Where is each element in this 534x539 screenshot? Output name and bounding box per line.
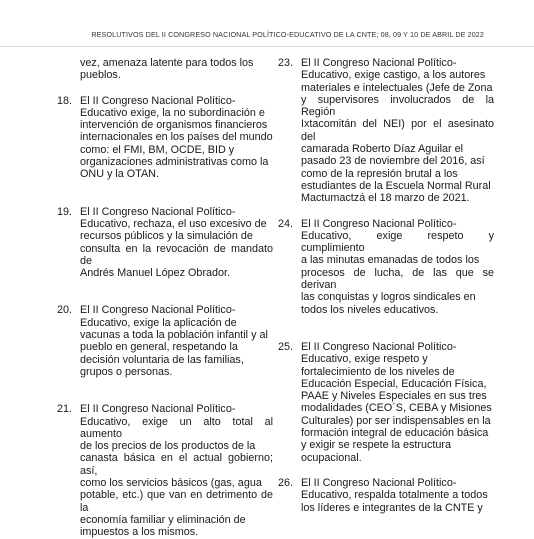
resolution-item-18 (57, 95, 273, 181)
right-column (278, 57, 494, 514)
resolution-item-19 (57, 206, 273, 280)
resolution-text: El II Congreso Nacional Político- Educativo, rechaza, el uso excesivo de recursos públicos y la simulación de consulta en la revocación de mandato de Andrés Manuel López Obrador. (80, 205, 273, 280)
resolution-text: El II Congreso Nacional Político- Educativo, exige respeto y fortalecimiento de los niveles de Educación Especial, Educación Física, PAAE y Niveles Especiales en sus tres modalidades (CEO´S, CEBA y Misiones Culturales) por ser indispensables en la formación integral de educación básica y exigir se respete la estructura ocupacional. (301, 340, 492, 464)
resolution-number: 25. (278, 340, 294, 353)
left-column (57, 57, 273, 539)
resolution-text: El II Congreso Nacional Político- Educativo, exige respeto y cumplimiento a las minutas emanadas de todos los procesos de lucha, de las que se derivan las conquistas y logros sindicales en todos los niveles educativos. (301, 217, 494, 316)
resolution-item-24 (278, 218, 494, 316)
resolution-item-25 (278, 341, 494, 464)
resolution-text: El II Congreso Nacional Político- Educativo, exige castigo, a los autores materiales e intelectuales (Jefe de Zona y supervisores involucrados de la Región Ixtacomitán del NEI) por el asesinato del camarada Roberto Díaz Aguilar el pasado 23 de noviembre del 2016, así como de la represión brutal a los estudiantes de la Escuela Normal Rural Mactumactzá el 18 marzo de 2021. (301, 57, 494, 205)
resolution-text: El II Congreso Nacional Político- Educativo, exige la aplicación de vacunas a toda la población infantil y al pueblo en general, respetando la decisión voluntaria de las familias, grupos o personas. (80, 304, 268, 378)
resolution-text: El II Congreso Nacional Político- Educativo, respalda totalmente a todos los líderes e integrantes de la CNTE y (301, 476, 488, 514)
resolution-number: 24. (278, 217, 294, 230)
resolution-text: El II Congreso Nacional Político- Educativo exige, la no subordinación e intervención de organismos financieros internacionales en los países del mundo como: el FMI, BM, OCDE, BID y organizaciones administrativas como la ONU y la OTAN. (80, 94, 273, 181)
continued-text: vez, amenaza latente para todos los pueblos. (80, 57, 254, 82)
resolution-number: 19. (57, 205, 73, 218)
resolution-number: 18. (57, 94, 73, 107)
running-header: RESOLUTIVOS DEL II CONGRESO NACIONAL POLÍTICO-EDUCATIVO DE LA CNTE; 08, 09 Y 10 DE ABRIL DE 2022 (91, 30, 484, 39)
header-divider (0, 46, 534, 47)
resolution-text: El II Congreso Nacional Político- Educativo, exige un alto total al aumento de los precios de los productos de la canasta básica en el actual gobierno; así, como los servicios básicos (gas, agua potable, etc.) que van en detrimento de la economía familiar y eliminación de impuestos a los mismos. (80, 403, 273, 539)
resolution-item-20 (57, 304, 273, 378)
resolution-item-21 (57, 403, 273, 538)
resolution-item-26 (278, 477, 494, 514)
resolution-number: 26. (278, 476, 294, 489)
resolution-item-23 (278, 57, 494, 205)
resolution-number: 23. (278, 57, 294, 69)
resolution-number: 20. (57, 304, 73, 317)
resolution-number: 21. (57, 403, 73, 416)
